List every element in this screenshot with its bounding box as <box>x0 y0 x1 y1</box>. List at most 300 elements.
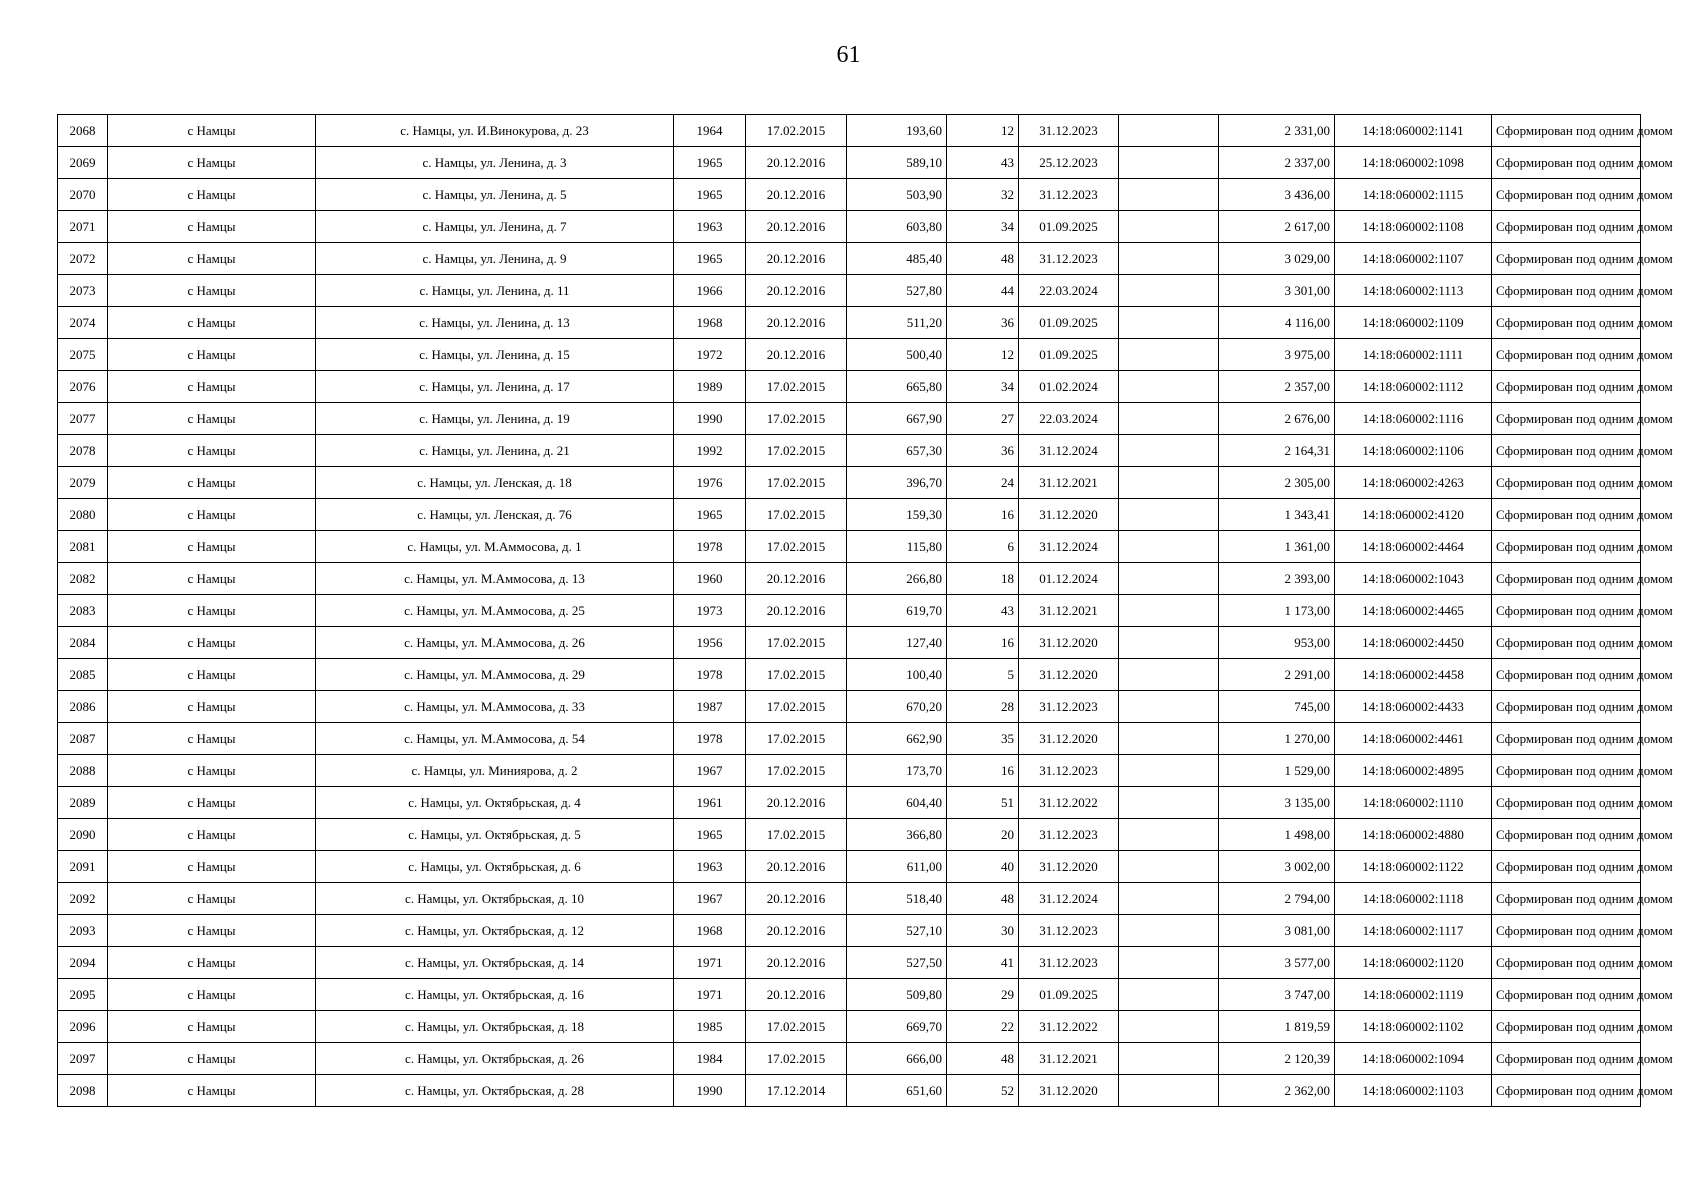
cell-cadastral-number: 14:18:060002:1115 <box>1335 179 1492 211</box>
cell-date: 20.12.2016 <box>746 947 847 979</box>
cell-area: 100,40 <box>847 659 947 691</box>
cell-build-year: 1978 <box>674 659 746 691</box>
cell-residents: 35 <box>947 723 1019 755</box>
cell-residents: 52 <box>947 1075 1019 1107</box>
cell-locality: с Намцы <box>108 755 316 787</box>
cell-build-year: 1972 <box>674 339 746 371</box>
table-row <box>58 1043 1641 1075</box>
cell-locality: с Намцы <box>108 627 316 659</box>
cell-build-year: 1965 <box>674 243 746 275</box>
cell-build-year: 1978 <box>674 723 746 755</box>
cell-build-year: 1987 <box>674 691 746 723</box>
cell-address: с. Намцы, ул. Октябрьская, д. 14 <box>316 947 674 979</box>
table-row <box>58 371 1641 403</box>
cell-deadline: 31.12.2023 <box>1019 243 1119 275</box>
cell-empty <box>1119 403 1219 435</box>
cell-row-number: 2089 <box>58 787 108 819</box>
cell-cadastral-number: 14:18:060002:1043 <box>1335 563 1492 595</box>
cell-empty <box>1119 211 1219 243</box>
cell-build-year: 1965 <box>674 179 746 211</box>
cell-residents: 34 <box>947 211 1019 243</box>
cell-locality: с Намцы <box>108 883 316 915</box>
cell-build-year: 1973 <box>674 595 746 627</box>
cell-address: с. Намцы, ул. Ленина, д. 21 <box>316 435 674 467</box>
cell-empty <box>1119 787 1219 819</box>
cell-cadastral-number: 14:18:060002:1116 <box>1335 403 1492 435</box>
cell-date: 20.12.2016 <box>746 851 847 883</box>
cell-row-number: 2075 <box>58 339 108 371</box>
table-row <box>58 627 1641 659</box>
cell-area: 366,80 <box>847 819 947 851</box>
cell-build-year: 1990 <box>674 1075 746 1107</box>
cell-status: Сформирован под одним домом <box>1492 563 1641 595</box>
cell-cadastral-number: 14:18:060002:4461 <box>1335 723 1492 755</box>
cell-residents: 48 <box>947 1043 1019 1075</box>
cell-empty <box>1119 435 1219 467</box>
cell-area: 527,10 <box>847 915 947 947</box>
cell-deadline: 22.03.2024 <box>1019 403 1119 435</box>
cell-cost: 2 337,00 <box>1219 147 1335 179</box>
cell-status: Сформирован под одним домом <box>1492 755 1641 787</box>
cell-locality: с Намцы <box>108 179 316 211</box>
cell-row-number: 2086 <box>58 691 108 723</box>
cell-build-year: 1968 <box>674 307 746 339</box>
cell-residents: 30 <box>947 915 1019 947</box>
cell-date: 17.02.2015 <box>746 115 847 147</box>
table-row <box>58 275 1641 307</box>
cell-date: 17.02.2015 <box>746 371 847 403</box>
cell-area: 500,40 <box>847 339 947 371</box>
cell-cost: 1 343,41 <box>1219 499 1335 531</box>
cell-residents: 29 <box>947 979 1019 1011</box>
cell-area: 266,80 <box>847 563 947 595</box>
table-row <box>58 1011 1641 1043</box>
cell-residents: 43 <box>947 595 1019 627</box>
cell-area: 651,60 <box>847 1075 947 1107</box>
cell-cadastral-number: 14:18:060002:4464 <box>1335 531 1492 563</box>
cell-build-year: 1963 <box>674 851 746 883</box>
cell-address: с. Намцы, ул. М.Аммосова, д. 13 <box>316 563 674 595</box>
cell-address: с. Намцы, ул. Ленская, д. 18 <box>316 467 674 499</box>
cell-locality: с Намцы <box>108 211 316 243</box>
cell-row-number: 2072 <box>58 243 108 275</box>
cell-locality: с Намцы <box>108 275 316 307</box>
cell-empty <box>1119 627 1219 659</box>
cell-cost: 1 270,00 <box>1219 723 1335 755</box>
cell-deadline: 31.12.2020 <box>1019 851 1119 883</box>
table-row <box>58 307 1641 339</box>
cell-cost: 2 120,39 <box>1219 1043 1335 1075</box>
cell-row-number: 2074 <box>58 307 108 339</box>
cell-date: 17.02.2015 <box>746 627 847 659</box>
cell-row-number: 2083 <box>58 595 108 627</box>
cell-area: 527,80 <box>847 275 947 307</box>
cell-row-number: 2078 <box>58 435 108 467</box>
cell-cost: 3 002,00 <box>1219 851 1335 883</box>
cell-residents: 27 <box>947 403 1019 435</box>
cell-empty <box>1119 595 1219 627</box>
cell-cadastral-number: 14:18:060002:4465 <box>1335 595 1492 627</box>
cell-residents: 32 <box>947 179 1019 211</box>
cell-empty <box>1119 691 1219 723</box>
cell-cost: 3 577,00 <box>1219 947 1335 979</box>
cell-area: 670,20 <box>847 691 947 723</box>
cell-address: с. Намцы, ул. Октябрьская, д. 12 <box>316 915 674 947</box>
cell-address: с. Намцы, ул. Ленина, д. 3 <box>316 147 674 179</box>
cell-residents: 36 <box>947 307 1019 339</box>
cell-row-number: 2070 <box>58 179 108 211</box>
cell-cadastral-number: 14:18:060002:4263 <box>1335 467 1492 499</box>
table-row <box>58 915 1641 947</box>
cell-empty <box>1119 1043 1219 1075</box>
cell-cost: 3 747,00 <box>1219 979 1335 1011</box>
cell-date: 17.02.2015 <box>746 435 847 467</box>
cell-area: 503,90 <box>847 179 947 211</box>
cell-address: с. Намцы, ул. Октябрьская, д. 26 <box>316 1043 674 1075</box>
cell-cost: 2 617,00 <box>1219 211 1335 243</box>
cell-status: Сформирован под одним домом <box>1492 787 1641 819</box>
cell-cost: 4 116,00 <box>1219 307 1335 339</box>
cell-row-number: 2082 <box>58 563 108 595</box>
cell-residents: 28 <box>947 691 1019 723</box>
cell-address: с. Намцы, ул. Октябрьская, д. 4 <box>316 787 674 819</box>
cell-build-year: 1976 <box>674 467 746 499</box>
cell-area: 115,80 <box>847 531 947 563</box>
cell-residents: 16 <box>947 499 1019 531</box>
cell-date: 17.02.2015 <box>746 531 847 563</box>
cell-area: 604,40 <box>847 787 947 819</box>
cell-build-year: 1965 <box>674 499 746 531</box>
cell-empty <box>1119 467 1219 499</box>
cell-cadastral-number: 14:18:060002:1107 <box>1335 243 1492 275</box>
cell-date: 20.12.2016 <box>746 307 847 339</box>
cell-row-number: 2076 <box>58 371 108 403</box>
cell-area: 193,60 <box>847 115 947 147</box>
cell-cost: 1 819,59 <box>1219 1011 1335 1043</box>
cell-status: Сформирован под одним домом <box>1492 1043 1641 1075</box>
cell-status: Сформирован под одним домом <box>1492 595 1641 627</box>
page-number: 61 <box>836 42 861 68</box>
cell-deadline: 01.09.2025 <box>1019 979 1119 1011</box>
cell-date: 20.12.2016 <box>746 211 847 243</box>
cell-empty <box>1119 1011 1219 1043</box>
table-row <box>58 819 1641 851</box>
cell-area: 518,40 <box>847 883 947 915</box>
cell-address: с. Намцы, ул. Октябрьская, д. 10 <box>316 883 674 915</box>
cell-date: 17.02.2015 <box>746 691 847 723</box>
cell-cadastral-number: 14:18:060002:4450 <box>1335 627 1492 659</box>
cell-date: 20.12.2016 <box>746 179 847 211</box>
cell-address: с. Намцы, ул. М.Аммосова, д. 54 <box>316 723 674 755</box>
cell-date: 20.12.2016 <box>746 787 847 819</box>
cell-residents: 40 <box>947 851 1019 883</box>
cell-build-year: 1967 <box>674 755 746 787</box>
cell-row-number: 2093 <box>58 915 108 947</box>
cell-cadastral-number: 14:18:060002:1119 <box>1335 979 1492 1011</box>
cell-address: с. Намцы, ул. М.Аммосова, д. 25 <box>316 595 674 627</box>
cell-deadline: 31.12.2023 <box>1019 819 1119 851</box>
cell-cost: 2 794,00 <box>1219 883 1335 915</box>
cell-status: Сформирован под одним домом <box>1492 531 1641 563</box>
table-row <box>58 851 1641 883</box>
cell-empty <box>1119 723 1219 755</box>
cell-date: 20.12.2016 <box>746 275 847 307</box>
cell-empty <box>1119 275 1219 307</box>
cell-build-year: 1985 <box>674 1011 746 1043</box>
cell-deadline: 01.09.2025 <box>1019 307 1119 339</box>
cell-cadastral-number: 14:18:060002:1102 <box>1335 1011 1492 1043</box>
cell-locality: с Намцы <box>108 787 316 819</box>
cell-deadline: 31.12.2023 <box>1019 915 1119 947</box>
cell-area: 665,80 <box>847 371 947 403</box>
cell-locality: с Намцы <box>108 819 316 851</box>
cell-locality: с Намцы <box>108 147 316 179</box>
cell-cost: 3 301,00 <box>1219 275 1335 307</box>
cell-residents: 22 <box>947 1011 1019 1043</box>
cell-build-year: 1961 <box>674 787 746 819</box>
cell-deadline: 31.12.2022 <box>1019 787 1119 819</box>
table-row <box>58 115 1641 147</box>
table-row <box>58 1075 1641 1107</box>
cell-build-year: 1990 <box>674 403 746 435</box>
cell-cost: 3 135,00 <box>1219 787 1335 819</box>
cell-locality: с Намцы <box>108 947 316 979</box>
cell-cost: 1 498,00 <box>1219 819 1335 851</box>
cell-date: 17.02.2015 <box>746 1043 847 1075</box>
cell-cadastral-number: 14:18:060002:1098 <box>1335 147 1492 179</box>
cell-cost: 2 164,31 <box>1219 435 1335 467</box>
table-body <box>58 115 1673 1107</box>
cell-address: с. Намцы, ул. Ленская, д. 76 <box>316 499 674 531</box>
cell-status: Сформирован под одним домом <box>1492 499 1641 531</box>
cell-row-number: 2087 <box>58 723 108 755</box>
table-row <box>58 467 1641 499</box>
cell-cadastral-number: 14:18:060002:1111 <box>1335 339 1492 371</box>
cell-cadastral-number: 14:18:060002:1094 <box>1335 1043 1492 1075</box>
cell-deadline: 01.09.2025 <box>1019 339 1119 371</box>
cell-cost: 3 029,00 <box>1219 243 1335 275</box>
cell-area: 485,40 <box>847 243 947 275</box>
table-row <box>58 531 1641 563</box>
cell-deadline: 25.12.2023 <box>1019 147 1119 179</box>
cell-cadastral-number: 14:18:060002:1112 <box>1335 371 1492 403</box>
cell-cost: 2 393,00 <box>1219 563 1335 595</box>
cell-address: с. Намцы, ул. Октябрьская, д. 6 <box>316 851 674 883</box>
cell-row-number: 2094 <box>58 947 108 979</box>
cell-row-number: 2092 <box>58 883 108 915</box>
cell-address: с. Намцы, ул. Ленина, д. 9 <box>316 243 674 275</box>
cell-status: Сформирован под одним домом <box>1492 179 1641 211</box>
cell-deadline: 22.03.2024 <box>1019 275 1119 307</box>
cell-locality: с Намцы <box>108 339 316 371</box>
cell-locality: с Намцы <box>108 499 316 531</box>
cell-address: с. Намцы, ул. М.Аммосова, д. 26 <box>316 627 674 659</box>
cell-deadline: 31.12.2020 <box>1019 499 1119 531</box>
cell-empty <box>1119 499 1219 531</box>
cell-build-year: 1964 <box>674 115 746 147</box>
cell-date: 17.02.2015 <box>746 467 847 499</box>
cell-residents: 41 <box>947 947 1019 979</box>
table-row <box>58 787 1641 819</box>
cell-status: Сформирован под одним домом <box>1492 947 1641 979</box>
cell-row-number: 2097 <box>58 1043 108 1075</box>
cell-build-year: 1992 <box>674 435 746 467</box>
cell-deadline: 01.02.2024 <box>1019 371 1119 403</box>
cell-row-number: 2069 <box>58 147 108 179</box>
housing-registry-table <box>57 114 1673 1107</box>
cell-area: 662,90 <box>847 723 947 755</box>
cell-row-number: 2071 <box>58 211 108 243</box>
cell-residents: 24 <box>947 467 1019 499</box>
cell-deadline: 01.12.2024 <box>1019 563 1119 595</box>
cell-area: 511,20 <box>847 307 947 339</box>
cell-cost: 2 291,00 <box>1219 659 1335 691</box>
cell-deadline: 31.12.2024 <box>1019 531 1119 563</box>
cell-cost: 745,00 <box>1219 691 1335 723</box>
cell-locality: с Намцы <box>108 851 316 883</box>
cell-cost: 2 305,00 <box>1219 467 1335 499</box>
cell-deadline: 31.12.2023 <box>1019 179 1119 211</box>
cell-residents: 16 <box>947 627 1019 659</box>
cell-status: Сформирован под одним домом <box>1492 851 1641 883</box>
cell-area: 509,80 <box>847 979 947 1011</box>
table-row <box>58 179 1641 211</box>
cell-cadastral-number: 14:18:060002:1141 <box>1335 115 1492 147</box>
cell-deadline: 31.12.2021 <box>1019 1043 1119 1075</box>
table-row <box>58 691 1641 723</box>
cell-address: с. Намцы, ул. М.Аммосова, д. 33 <box>316 691 674 723</box>
cell-build-year: 1971 <box>674 947 746 979</box>
cell-status: Сформирован под одним домом <box>1492 723 1641 755</box>
cell-cadastral-number: 14:18:060002:1113 <box>1335 275 1492 307</box>
cell-cadastral-number: 14:18:060002:1103 <box>1335 1075 1492 1107</box>
cell-date: 17.02.2015 <box>746 723 847 755</box>
cell-row-number: 2084 <box>58 627 108 659</box>
cell-cadastral-number: 14:18:060002:1109 <box>1335 307 1492 339</box>
cell-status: Сформирован под одним домом <box>1492 147 1641 179</box>
cell-address: с. Намцы, ул. Ленина, д. 15 <box>316 339 674 371</box>
cell-deadline: 31.12.2023 <box>1019 691 1119 723</box>
cell-locality: с Намцы <box>108 595 316 627</box>
cell-row-number: 2081 <box>58 531 108 563</box>
cell-deadline: 31.12.2023 <box>1019 115 1119 147</box>
table-row <box>58 659 1641 691</box>
cell-residents: 12 <box>947 115 1019 147</box>
cell-locality: с Намцы <box>108 403 316 435</box>
cell-area: 173,70 <box>847 755 947 787</box>
cell-row-number: 2080 <box>58 499 108 531</box>
table-row <box>58 243 1641 275</box>
cell-empty <box>1119 531 1219 563</box>
cell-cadastral-number: 14:18:060002:1106 <box>1335 435 1492 467</box>
cell-status: Сформирован под одним домом <box>1492 691 1641 723</box>
cell-build-year: 1968 <box>674 915 746 947</box>
cell-locality: с Намцы <box>108 307 316 339</box>
cell-build-year: 1956 <box>674 627 746 659</box>
cell-row-number: 2068 <box>58 115 108 147</box>
cell-cadastral-number: 14:18:060002:1108 <box>1335 211 1492 243</box>
cell-cost: 3 436,00 <box>1219 179 1335 211</box>
cell-locality: с Намцы <box>108 915 316 947</box>
table-row <box>58 947 1641 979</box>
cell-residents: 34 <box>947 371 1019 403</box>
cell-deadline: 31.12.2020 <box>1019 627 1119 659</box>
cell-cost: 2 676,00 <box>1219 403 1335 435</box>
cell-row-number: 2090 <box>58 819 108 851</box>
cell-row-number: 2085 <box>58 659 108 691</box>
cell-area: 619,70 <box>847 595 947 627</box>
cell-locality: с Намцы <box>108 659 316 691</box>
cell-deadline: 31.12.2024 <box>1019 435 1119 467</box>
cell-build-year: 1960 <box>674 563 746 595</box>
cell-date: 17.02.2015 <box>746 819 847 851</box>
cell-build-year: 1984 <box>674 1043 746 1075</box>
cell-empty <box>1119 339 1219 371</box>
cell-area: 611,00 <box>847 851 947 883</box>
cell-status: Сформирован под одним домом <box>1492 403 1641 435</box>
cell-area: 603,80 <box>847 211 947 243</box>
cell-date: 20.12.2016 <box>746 595 847 627</box>
cell-status: Сформирован под одним домом <box>1492 435 1641 467</box>
cell-address: с. Намцы, ул. Октябрьская, д. 16 <box>316 979 674 1011</box>
cell-empty <box>1119 243 1219 275</box>
cell-empty <box>1119 147 1219 179</box>
cell-residents: 51 <box>947 787 1019 819</box>
cell-cadastral-number: 14:18:060002:1118 <box>1335 883 1492 915</box>
cell-cadastral-number: 14:18:060002:1110 <box>1335 787 1492 819</box>
cell-row-number: 2095 <box>58 979 108 1011</box>
cell-deadline: 31.12.2021 <box>1019 595 1119 627</box>
table-row <box>58 723 1641 755</box>
cell-date: 20.12.2016 <box>746 339 847 371</box>
cell-build-year: 1963 <box>674 211 746 243</box>
cell-area: 527,50 <box>847 947 947 979</box>
cell-area: 669,70 <box>847 1011 947 1043</box>
cell-deadline: 31.12.2020 <box>1019 723 1119 755</box>
table-row <box>58 435 1641 467</box>
cell-empty <box>1119 915 1219 947</box>
cell-cadastral-number: 14:18:060002:1122 <box>1335 851 1492 883</box>
cell-address: с. Намцы, ул. Октябрьская, д. 28 <box>316 1075 674 1107</box>
cell-date: 17.02.2015 <box>746 755 847 787</box>
cell-cost: 3 081,00 <box>1219 915 1335 947</box>
table-row <box>58 563 1641 595</box>
cell-cost: 1 173,00 <box>1219 595 1335 627</box>
cell-address: с. Намцы, ул. Миниярова, д. 2 <box>316 755 674 787</box>
cell-address: с. Намцы, ул. Октябрьская, д. 18 <box>316 1011 674 1043</box>
cell-build-year: 1971 <box>674 979 746 1011</box>
cell-address: с. Намцы, ул. Ленина, д. 19 <box>316 403 674 435</box>
cell-cost: 3 975,00 <box>1219 339 1335 371</box>
cell-residents: 36 <box>947 435 1019 467</box>
cell-area: 589,10 <box>847 147 947 179</box>
cell-residents: 48 <box>947 243 1019 275</box>
cell-residents: 6 <box>947 531 1019 563</box>
cell-empty <box>1119 819 1219 851</box>
cell-status: Сформирован под одним домом <box>1492 1011 1641 1043</box>
cell-date: 20.12.2016 <box>746 979 847 1011</box>
cell-row-number: 2073 <box>58 275 108 307</box>
cell-deadline: 01.09.2025 <box>1019 211 1119 243</box>
cell-empty <box>1119 851 1219 883</box>
table-row <box>58 339 1641 371</box>
cell-locality: с Намцы <box>108 691 316 723</box>
cell-empty <box>1119 307 1219 339</box>
cell-status: Сформирован под одним домом <box>1492 979 1641 1011</box>
cell-address: с. Намцы, ул. Октябрьская, д. 5 <box>316 819 674 851</box>
cell-locality: с Намцы <box>108 1075 316 1107</box>
cell-status: Сформирован под одним домом <box>1492 819 1641 851</box>
